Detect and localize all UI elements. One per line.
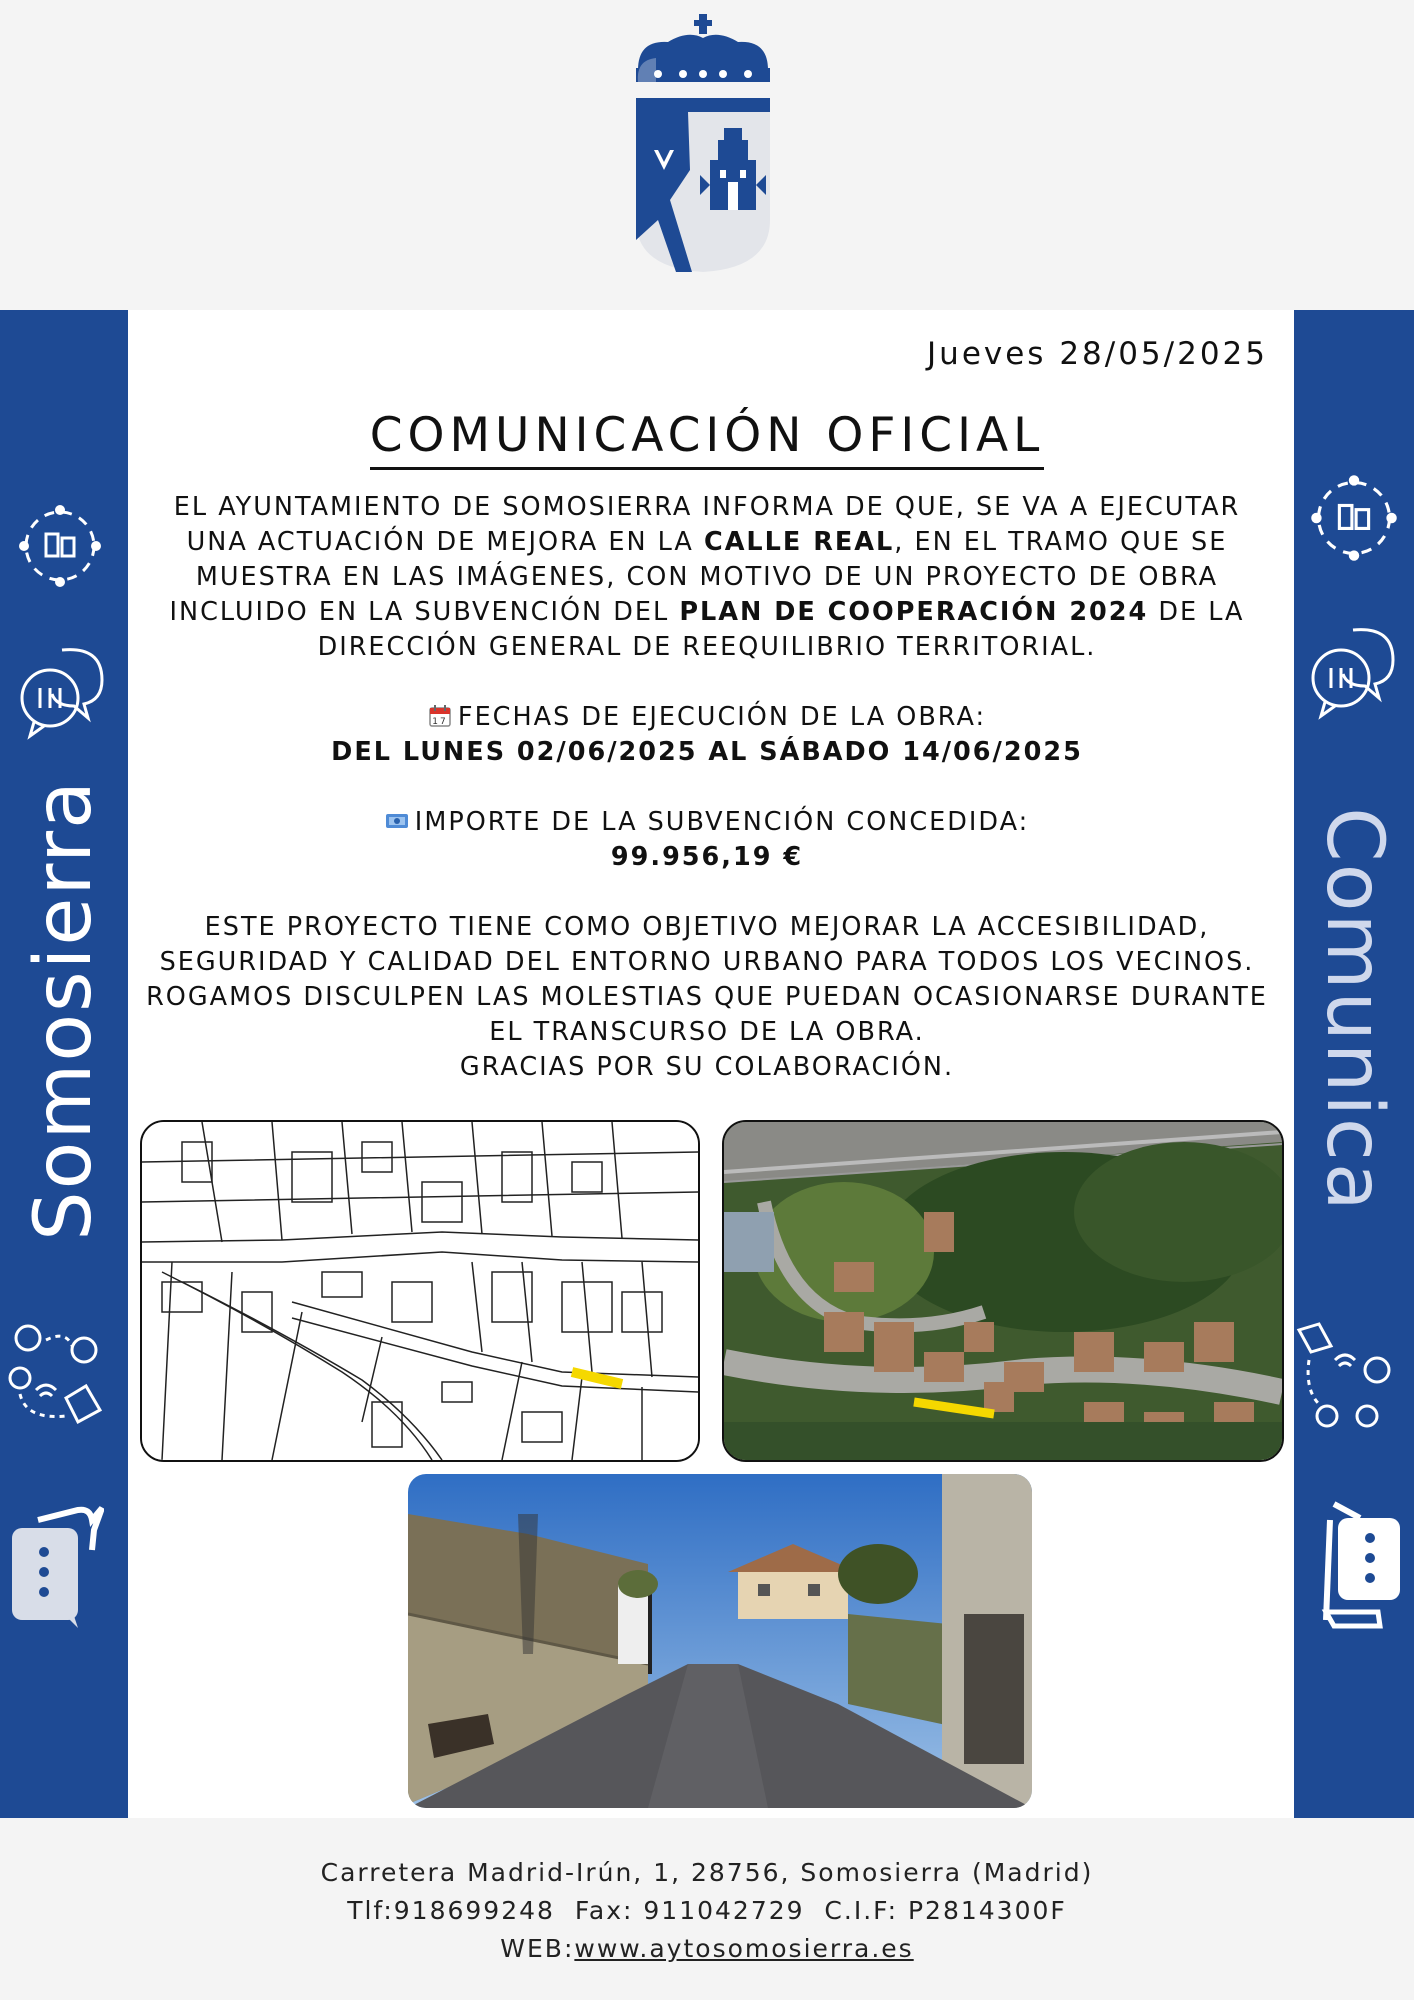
intro-text-1: EL AYUNTAMIENTO DE SOMOSIERRA INFORMA DE QUE, SE VA A EJECUTAR UNA ACTUACIÓN DE MEJORA EN LA xyxy=(173,492,1241,557)
footer xyxy=(0,1854,1414,1968)
closing-2: ROGAMOS DISCULPEN LAS MOLESTIAS QUE PUEDAN OCASIONARSE DURANTE EL TRANSCURSO DE LA OBRA. xyxy=(146,982,1268,1047)
notice-date: Jueves 28/05/2025 xyxy=(927,336,1268,372)
footer-web-label: WEB: xyxy=(500,1934,575,1963)
network-devices-right-icon xyxy=(1306,470,1402,566)
cadastral-map-image xyxy=(140,1120,700,1462)
street-photo-image xyxy=(408,1474,1032,1808)
dates-label: FECHAS DE EJECUCIÓN DE LA OBRA: xyxy=(457,702,987,732)
left-vertical-label: Somosierra xyxy=(19,779,109,1241)
notice-title-wrap xyxy=(0,408,1414,463)
network-devices-icon xyxy=(14,500,106,592)
calendar-icon xyxy=(428,704,452,728)
intro-paragraph xyxy=(140,490,1274,665)
closing-3: GRACIAS POR SU COLABORACIÓN. xyxy=(459,1052,955,1082)
footer-address: Carretera Madrid-Irún, 1, 28756, Somosierra (Madrid) xyxy=(320,1858,1094,1887)
right-vertical-label: Comunica xyxy=(1309,807,1399,1213)
amount-label: IMPORTE DE LA SUBVENCIÓN CONCEDIDA: xyxy=(414,807,1030,837)
plan-name: PLAN DE COOPERACIÓN 2024 xyxy=(679,597,1149,627)
dates-label-line xyxy=(140,700,1274,735)
chat-bubbles-right-icon xyxy=(1302,620,1402,720)
dates-value: DEL LUNES 02/06/2025 AL SÁBADO 14/06/2025 xyxy=(331,737,1083,767)
amount-label-line xyxy=(140,805,1274,840)
aerial-photo-image xyxy=(722,1120,1284,1462)
notice-body xyxy=(140,490,1274,1085)
message-bubbles-right-icon xyxy=(1320,1500,1404,1630)
footer-web-line xyxy=(0,1930,1414,1968)
connected-people-icon xyxy=(6,1320,110,1430)
notice-title: COMUNICACIÓN OFICIAL xyxy=(370,408,1045,470)
somosierra-coat-of-arms-icon xyxy=(628,10,778,280)
closing-1: ESTE PROYECTO TIENE COMO OBJETIVO MEJORAR LA ACCESIBILIDAD, SEGURIDAD Y CALIDAD DEL ENTORNO URBANO PARA TODOS LOS VECINOS. xyxy=(159,912,1255,977)
message-bubbles-icon xyxy=(8,1500,104,1630)
amount-value: 99.956,19 € xyxy=(610,842,804,872)
svg-text:17: 17 xyxy=(432,717,448,727)
street-name: CALLE REAL xyxy=(703,527,895,557)
euro-banknote-icon xyxy=(385,809,409,833)
connected-people-right-icon xyxy=(1294,1320,1400,1430)
chat-bubbles-icon xyxy=(12,640,110,740)
footer-contact: Tlf:918699248 Fax: 911042729 C.I.F: P2814300F xyxy=(347,1896,1067,1925)
website-link[interactable]: www.aytosomosierra.es xyxy=(574,1934,914,1963)
intro-text-3: DE LA DIRECCIÓN GENERAL DE REEQUILIBRIO TERRITORIAL. xyxy=(317,597,1245,662)
intro-text-2: , EN EL TRAMO QUE SE MUESTRA EN LAS IMÁGENES, CON MOTIVO DE UN PROYECTO DE OBRA INCLUIDO EN LA SUBVENCIÓN DEL xyxy=(169,527,1228,627)
